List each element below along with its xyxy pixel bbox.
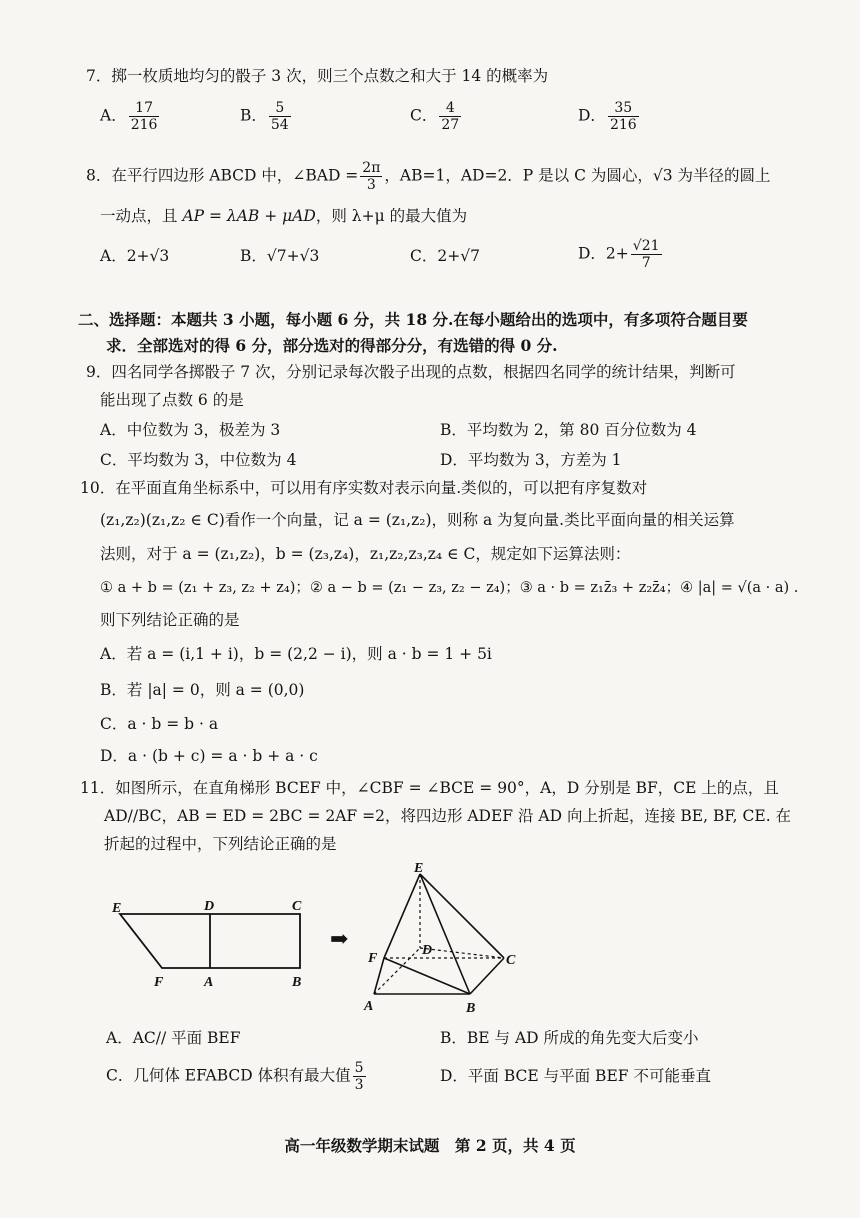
q10-line1: 10．在平面直角坐标系中，可以用有序实数对表示向量.类似的，可以把有序复数对 [80, 479, 648, 497]
q8-option-d: D．2+ $\frac{√21}{7}$ [578, 238, 660, 271]
fig2-label-c: C [506, 953, 516, 968]
q11-line1: 11．如图所示，在直角梯形 BCEF 中，∠CBF = ∠BCE = 90°，A，D 分别是 BF，CE 上的点，且 [80, 779, 779, 797]
q9-line2: 能出现了点数 6 的是 [100, 391, 244, 409]
q8-stem: 8．在平行四边形 ABCD 中，∠BAD = $\frac{2\pi}{3}$ ，AB=1，AD=2．P 是以 C 为圆心，√3 为半径的圆上 [86, 160, 771, 193]
q9-option-d: D．平均数为 3，方差为 1 [440, 451, 622, 469]
fig1-label-f: F [154, 975, 164, 990]
q9-option-a: A．中位数为 3，极差为 3 [100, 421, 281, 439]
fig2-label-d: D [422, 943, 433, 958]
section2-line1: 二、选择题：本题共 3 小题，每小题 6 分，共 18 分.在每小题给出的选项中，有多项符合题目要 [78, 310, 748, 329]
q11-option-a: A．AC// 平面 BEF [106, 1029, 241, 1047]
q8-option-a: A．2+√3 [100, 247, 170, 265]
fig1-label-e: E [112, 901, 122, 916]
q10-option-b: B．若 |a| = 0，则 a = (0,0) [100, 681, 305, 699]
q8-option-b: B．√7+√3 [240, 247, 320, 265]
q9-line1: 9．四名同学各掷骰子 7 次，分别记录每次骰子出现的点数，根据四名同学的统计结果，判断可 [86, 363, 736, 381]
q11-option-d: D．平面 BCE 与平面 BEF 不可能垂直 [440, 1067, 711, 1085]
folded-solid-figure [362, 862, 532, 1022]
fig2-label-b: B [466, 1001, 476, 1016]
q11-option-c: C．几何体 EFABCD 体积有最大值 $\frac{5}{3}$ [106, 1060, 364, 1093]
fig2-label-a: A [364, 999, 374, 1014]
q8-option-c: C．2+√7 [410, 247, 480, 265]
q11-line2: AD//BC，AB = ED = 2BC = 2AF =2，将四边形 ADEF 沿 AD 向上折起，连接 BE, BF, CE. 在 [104, 807, 792, 825]
q10-option-d: D．a · (b + c) = a · b + a · c [100, 747, 318, 765]
q7-option-a: A． $\frac{17}{216}$ [100, 100, 158, 133]
q10-line5: 则下列结论正确的是 [100, 611, 240, 629]
page-footer: 高一年级数学期末试题 第 2 页，共 4 页 [284, 1136, 576, 1155]
section2-line2: 求．全部选对的得 6 分，部分选对的得部分分，有选错的得 0 分. [106, 336, 558, 355]
q10-option-c: C．a · b = b · a [100, 715, 219, 733]
q10-line4: ① a + b = (z₁ + z₃, z₂ + z₄)；② a − b = (z₁ − z₃, z₂ − z₄)；③ a · b = z₁z̄₃ + z₂z̄₄；④ |a| = √(a · a) . [100, 580, 799, 596]
q7-option-c: C． $\frac{4}{27}$ [410, 100, 460, 133]
trapezoid-figure [100, 890, 320, 990]
q11-option-b: B．BE 与 AD 所成的角先变大后变小 [440, 1029, 699, 1047]
fig2-label-e: E [414, 862, 424, 876]
q7-option-d: D． $\frac{35}{216}$ [578, 100, 637, 133]
fig1-label-a: A [204, 975, 214, 990]
fig1-label-b: B [292, 975, 302, 990]
q9-option-b: B．平均数为 2，第 80 百分位数为 4 [440, 421, 697, 439]
fig2-label-f: F [368, 951, 378, 966]
q11-line3: 折起的过程中，下列结论正确的是 [104, 835, 337, 853]
q10-option-a: A．若 a = (i,1 + i)，b = (2,2 − i)，则 a · b = 1 + 5i [100, 645, 492, 663]
fig1-label-c: C [292, 899, 302, 914]
fold-arrow-icon: ➡ [330, 927, 349, 952]
q9-option-c: C．平均数为 3，中位数为 4 [100, 451, 297, 469]
q10-line3: 法则，对于 a = (z₁,z₂)，b = (z₃,z₄)，z₁,z₂,z₃,z₄ ∈ C，规定如下运算法则： [100, 545, 631, 563]
q10-line2: (z₁,z₂)(z₁,z₂ ∈ C)看作一个向量，记 a = (z₁,z₂)，则称 a 为复向量.类比平面向量的相关运算 [100, 511, 735, 529]
fig1-label-d: D [204, 899, 215, 914]
q7-stem: 7．掷一枚质地均匀的骰子 3 次，则三个点数之和大于 14 的概率为 [86, 67, 549, 85]
q7-option-b: B． $\frac{5}{54}$ [240, 100, 289, 133]
q8-line2: 一动点，且 AP = λAB + μAD，则 λ+μ 的最大值为 [100, 207, 468, 225]
